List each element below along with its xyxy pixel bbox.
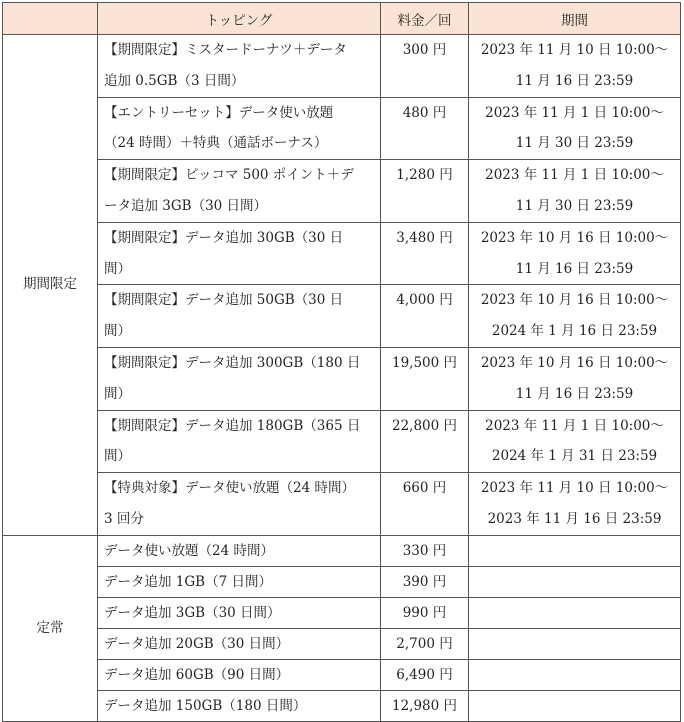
topping-name-line: 追加 0.5GB（3 日間） — [104, 72, 245, 89]
period-cell — [469, 566, 681, 597]
topping-name-line: 間） — [104, 260, 131, 277]
table-row — [3, 566, 681, 597]
topping-name-line: 【期間限定】ミスタードーナツ＋データ — [104, 42, 347, 58]
period-cell — [469, 285, 681, 348]
price-cell: 330 円 — [381, 535, 469, 566]
topping-name-line: 【期間限定】データ追加 50GB（30 日 — [104, 292, 344, 309]
header-price: 料金／回 — [381, 3, 469, 35]
period-cell — [469, 473, 681, 536]
topping-name-line: 【期間限定】データ追加 180GB（365 日 — [104, 417, 361, 434]
table-row — [3, 473, 681, 536]
price-cell: 660 円 — [381, 473, 469, 536]
period-cell — [469, 222, 681, 285]
topping-name-line: 間） — [104, 385, 131, 402]
period-cell — [469, 347, 681, 410]
period-cell-line: 2024 年 1 月 16 日 23:59 — [491, 323, 658, 340]
period-cell-line: 2023 年 11 月 1 日 10:00～ — [485, 104, 664, 121]
topping-name: データ追加 20GB（30 日間） — [98, 628, 381, 659]
period-cell — [469, 690, 681, 721]
topping-name — [98, 410, 381, 473]
topping-name-line: 【期間限定】データ追加 300GB（180 日 — [104, 354, 361, 371]
period-cell-line: 11 月 16 日 23:59 — [515, 260, 634, 277]
topping-name-line: 【特典対象】データ使い放題（24 時間） — [104, 480, 355, 497]
category-regular: 定常 — [3, 535, 98, 721]
period-cell-line: 2023 年 11 月 1 日 10:00～ — [485, 167, 664, 184]
table-row — [3, 285, 681, 348]
topping-name-line: 3 回分 — [104, 510, 144, 527]
topping-name: データ追加 3GB（30 日間） — [98, 597, 381, 628]
period-cell-line: 2023 年 11 月 1 日 10:00～ — [485, 417, 664, 434]
topping-name — [98, 285, 381, 348]
period-cell-line: 2024 年 1 月 31 日 23:59 — [491, 448, 658, 465]
price-cell: 3,480 円 — [381, 222, 469, 285]
period-cell — [469, 35, 681, 98]
period-cell — [469, 628, 681, 659]
topping-name — [98, 35, 381, 98]
period-cell — [469, 597, 681, 628]
table-row — [3, 222, 681, 285]
table-row — [3, 97, 681, 160]
topping-name: データ追加 60GB（90 日間） — [98, 659, 381, 690]
header-topping: トッピング — [98, 3, 381, 35]
price-cell: 990 円 — [381, 597, 469, 628]
header-period: 期間 — [469, 3, 681, 35]
period-cell-line: 11 月 16 日 23:59 — [515, 72, 634, 89]
table-row — [3, 160, 681, 223]
topping-name — [98, 97, 381, 160]
price-cell: 22,800 円 — [381, 410, 469, 473]
period-cell-line: 11 月 30 日 23:59 — [515, 197, 634, 214]
topping-name-line: ータ追加 3GB（30 日間） — [104, 197, 268, 214]
topping-name: データ使い放題（24 時間） — [98, 535, 381, 566]
period-cell — [469, 659, 681, 690]
period-cell-line: 2023 年 10 月 16 日 10:00～ — [480, 292, 669, 309]
table-row — [3, 690, 681, 721]
topping-name-line: 【エントリーセット】データ使い放題 — [104, 104, 334, 121]
price-cell: 480 円 — [381, 97, 469, 160]
category-limited: 期間限定 — [3, 35, 98, 536]
price-cell: 1,280 円 — [381, 160, 469, 223]
table-row — [3, 659, 681, 690]
topping-name — [98, 160, 381, 223]
price-cell: 300 円 — [381, 35, 469, 98]
table-row — [3, 347, 681, 410]
table-row — [3, 535, 681, 566]
period-cell-line: 2023 年 11 月 10 日 10:00～ — [480, 42, 669, 58]
period-cell — [469, 160, 681, 223]
topping-name-line: 【期間限定】ピッコマ 500 ポイント＋デ — [104, 167, 354, 184]
period-cell-line: 11 月 30 日 23:59 — [515, 135, 634, 152]
price-cell: 2,700 円 — [381, 628, 469, 659]
header-row — [3, 3, 681, 35]
header-category — [3, 3, 98, 35]
period-cell — [469, 535, 681, 566]
topping-name-line: 間） — [104, 448, 131, 465]
period-cell-line: 11 月 16 日 23:59 — [515, 385, 634, 402]
price-cell: 6,490 円 — [381, 659, 469, 690]
period-cell — [469, 410, 681, 473]
table-row — [3, 35, 681, 98]
price-cell: 19,500 円 — [381, 347, 469, 410]
topping-table — [2, 2, 681, 722]
table-row — [3, 597, 681, 628]
period-cell-line: 2023 年 10 月 16 日 10:00～ — [480, 354, 669, 371]
table-row — [3, 410, 681, 473]
topping-name: データ追加 150GB（180 日間） — [98, 690, 381, 721]
price-cell: 390 円 — [381, 566, 469, 597]
topping-name — [98, 222, 381, 285]
table-row — [3, 628, 681, 659]
period-cell-line: 2023 年 11 月 10 日 10:00～ — [480, 480, 669, 497]
topping-name — [98, 473, 381, 536]
period-cell-line: 2023 年 10 月 16 日 10:00～ — [480, 229, 669, 246]
topping-name — [98, 347, 381, 410]
price-cell: 12,980 円 — [381, 690, 469, 721]
period-cell — [469, 97, 681, 160]
topping-name-line: 間） — [104, 323, 131, 340]
period-cell-line: 2023 年 11 月 16 日 23:59 — [487, 510, 662, 527]
topping-name-line: （24 時間）＋特典（通話ボーナス） — [104, 135, 328, 152]
topping-name: データ追加 1GB（7 日間） — [98, 566, 381, 597]
price-cell: 4,000 円 — [381, 285, 469, 348]
topping-name-line: 【期間限定】データ追加 30GB（30 日 — [104, 229, 344, 246]
